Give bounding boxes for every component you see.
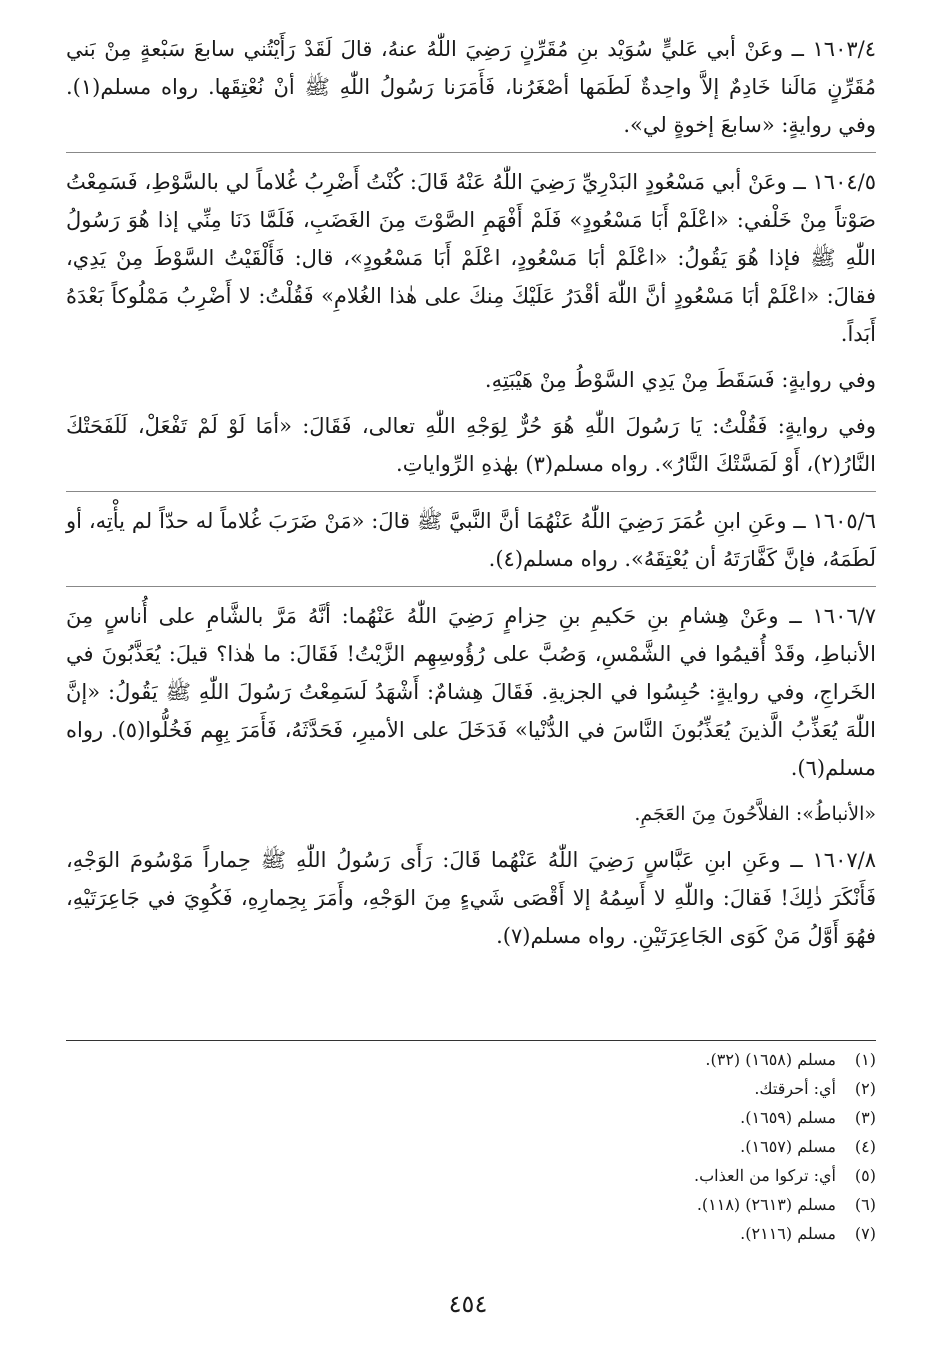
footnote-text: مسلم (١٦٥٩). bbox=[740, 1108, 836, 1127]
hadith-1604: ١٦٠٤/٥ ــ وعَنْ أبي مَسْعُودٍ البَدْرِيِّ رَضِيَ اللّٰهُ عَنْهُ قَالَ: كُنْتُ أَضْرِبُ غُلاماً لي بالسَّوْطِ، فَسَمِعْتُ صَوْتاً مِنْ خَلْفي: «اعْلَمْ أَبَا مَسْعُودٍ» فَلَمْ أَفْهَمِ الصَّوْتَ مِنَ الغَضَبِ، فَلَمَّا دَنَا مِنِّي إذا هُوَ رَسُولُ اللّٰهِ ﷺ فإذا هُوَ يَقُولُ: «اعْلَمْ أبَا مَسْعُودٍ، اعْلَمْ أَبَا مَسْعُودٍ»، قال: فَأَلْقَيْتُ السَّوْطَ مِنْ يَدِي، فقالَ: «اعْلَمْ أبَا مَسْعُودٍ أنَّ اللّٰهَ أقْدَرُ عَلَيْكَ مِنكَ على هٰذا الغُلامِ» فَقُلْتُ: لا أَضْرِبُ مَمْلُوكاً بَعْدَهُ أَبَداً. bbox=[66, 170, 876, 346]
footnote bbox=[66, 1190, 876, 1219]
footnote bbox=[66, 1161, 876, 1190]
footnote-number: (٣) bbox=[854, 1108, 876, 1127]
footnote-number: (١) bbox=[854, 1050, 876, 1069]
footnote-text: مسلم (١٦٥٧). bbox=[740, 1137, 836, 1156]
footnote bbox=[66, 1103, 876, 1132]
footnote-number: (٦) bbox=[854, 1195, 876, 1214]
footnote-text: مسلم (١٦٥٨) (٣٢). bbox=[705, 1050, 836, 1069]
hadith-1604-variant-1: وفي روايةٍ: فَسَقَطَ مِنْ يَدِي السَّوْطُ مِنْ هَيْبَتِهِ. bbox=[484, 368, 876, 392]
separator-line bbox=[66, 586, 876, 587]
separator-line bbox=[66, 491, 876, 492]
hadith-1605: ١٦٠٥/٦ ــ وعَنِ ابنِ عُمَرَ رَضِيَ اللّٰهُ عَنْهُمَا أنَّ النَّبيَّ ﷺ قالَ: «مَنْ ضَرَبَ غُلاماً له حدّاً لم يأْتِه، أو لَطَمَهُ، فإنَّ كَفَّارَتَهُ أن يُعْتِقَهُ». رواه مسلم(٤). bbox=[66, 509, 876, 571]
hadith-1607: ١٦٠٧/٨ ــ وعَنِ ابنِ عَبَّاسٍ رَضِيَ اللّٰهُ عَنْهُما قَالَ: رَأَى رَسُولُ اللّٰهِ ﷺ حِماراً مَوْسُومَ الوَجْهِ، فَأَنْكَرَ ذٰلِكَ! فَقالَ: واللّٰهِ لا أَسِمُهُ إلا أَقْصَى شَيءٍ مِنَ الوَجْهِ، وأَمَرَ بِحِمارِهِ، فَكُوِيَ في جَاعِرَتَيْهِ، فهُوَ أَوَّلُ مَنْ كَوَى الجَاعِرَتَيْنِ. رواه مسلم(٧). bbox=[66, 848, 876, 948]
glossary-note: «الأنباطُ»: الفلاَّحُونَ مِنَ العَجَمِ. bbox=[634, 803, 876, 825]
hadith-1606: ١٦٠٦/٧ ــ وعَنْ هِشامِ بنِ حَكيمِ بنِ حِزامٍ رَضِيَ اللّٰهُ عَنْهُما: أنَّهُ مَرَّ بالشَّامِ على أُناسٍ مِنَ الأنباطِ، وقَدْ أُقيمُوا في الشَّمْسِ، وَصُبَّ على رُؤُوسِهِم الزَّيْتُ! فَقَالَ: ما هٰذا؟ قيلَ: يُعَذَّبُونَ في الخَراجِ، وفي روايةٍ: حُبِسُوا في الجزيةِ. فَقَالَ هِشامٌ: أَشْهَدُ لَسَمِعْتُ رَسُولَ اللّٰهِ ﷺ يَقُولُ: «إنَّ اللّٰهَ يُعَذِّبُ الَّذينَ يُعَذِّبُونَ النَّاسَ في الدُّنْيا» فَدَخَلَ على الأميرِ، فَحَدَّثَهُ، فَأَمَرَ بِهِم فَخُلُّوا(٥). رواه مسلم(٦). bbox=[66, 604, 876, 780]
footnote bbox=[66, 1219, 876, 1248]
main-text bbox=[66, 30, 876, 963]
footnote bbox=[66, 1074, 876, 1103]
footnote-text: أي: أحرقتك. bbox=[754, 1079, 836, 1098]
separator-line bbox=[66, 152, 876, 153]
page-number: ٤٥٤ bbox=[448, 1290, 488, 1318]
footnote-text: مسلم (٢١١٦). bbox=[740, 1224, 836, 1243]
footnotes bbox=[66, 1040, 876, 1248]
footnote-text: مسلم (٢٦١٣) (١١٨). bbox=[696, 1195, 836, 1214]
footnote-number: (٥) bbox=[854, 1166, 876, 1185]
hadith-1603: ١٦٠٣/٤ ــ وعَنْ أبي عَليٍّ سُوَيْد بنِ مُقَرِّنٍ رَضِيَ اللّٰهُ عنهُ، قالَ لَقَدْ رَأَيْتُني سابعَ سَبْعةٍ مِنْ بَني مُقَرِّنٍ مَالَنا خَادِمٌ إلاَّ واحِدةٌ لَطَمَها أصْغَرُنا، فَأَمَرَنا رَسُولُ اللّٰهِ ﷺ أنْ نُعْتِقَها. رواه مسلم(١). وفي روايةٍ: «سابعَ إخوةٍ لي». bbox=[66, 37, 876, 137]
footnote-number: (٧) bbox=[854, 1224, 876, 1243]
hadith-1604-variant-2: وفي روايةٍ: فَقُلْتُ: يَا رَسُولَ اللّٰهِ هُوَ حُرٌّ لِوَجْهِ اللّٰهِ تعالى، فَقَالَ: «أمَا لَوْ لَمْ تَفْعَلْ، لَلَفَحَتْكَ النَّارُ(٢)، أَوْ لَمَسَّتْكَ النَّارُ». رواه مسلم(٣) بهٰذهِ الرِّواياتِ. bbox=[66, 414, 876, 476]
footnote bbox=[66, 1132, 876, 1161]
footnote bbox=[66, 1045, 876, 1074]
footnote-text: أي: تركوا من العذاب. bbox=[693, 1166, 836, 1185]
footnote-number: (٢) bbox=[854, 1079, 876, 1098]
footnote-number: (٤) bbox=[854, 1137, 876, 1156]
